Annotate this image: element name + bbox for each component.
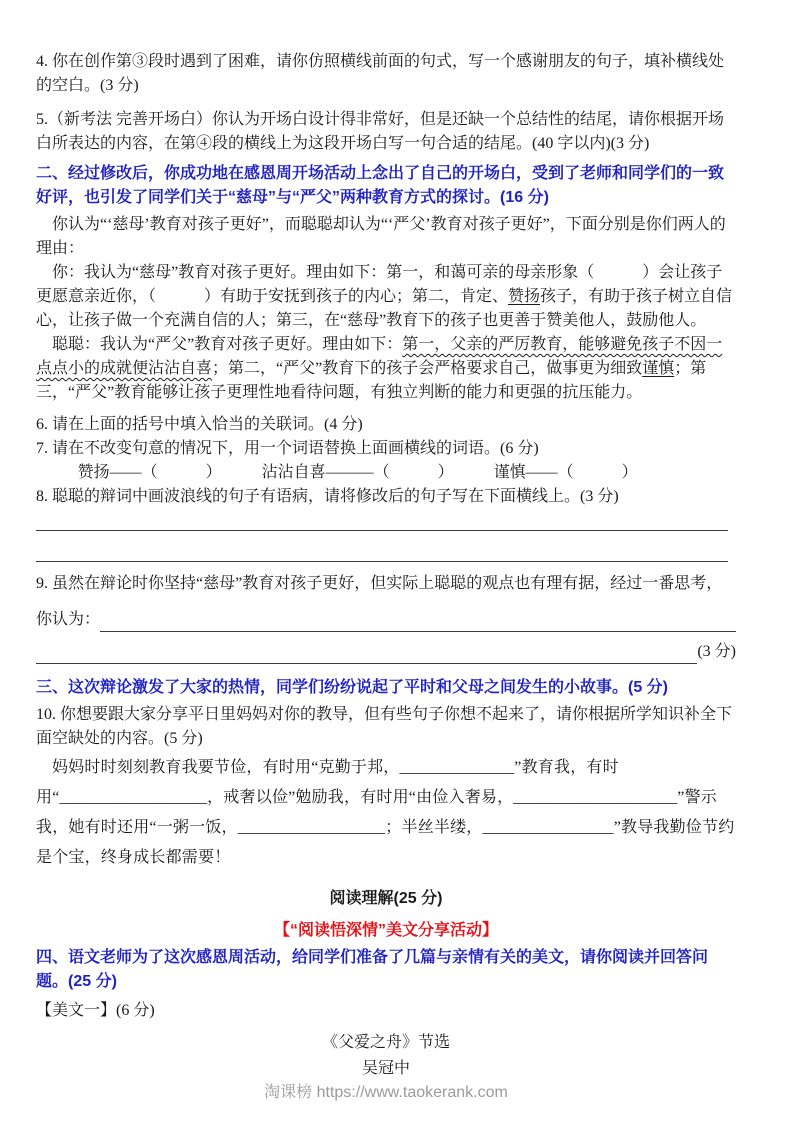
q9-score-row	[36, 640, 736, 664]
section-4-heading: 四、语文老师为了这次感恩周活动，给同学们准备了几篇与亲情有关的美文，请你阅读并回答问题。(25 分)	[36, 949, 709, 990]
wavy-underlined-text: 第一，父亲的严厉教育，能够避免孩子不因一点点小的成就便沾沾自喜	[36, 336, 723, 377]
question-10: 10. 你想要跟大家分享平日里妈妈对你的教导，但有些句子你想不起来了，请你根据所学知识补全下面空缺处的内容。(5 分)	[36, 706, 733, 747]
section-2-heading: 二、经过修改后，你成功地在感恩周开场活动上念出了自己的开场白，受到了老师和同学们的一致好评，也引发了同学们关于“慈母”与“严父”两种教育方式的探讨。(16 分)	[36, 165, 725, 206]
q9-score: (3 分)	[697, 643, 736, 660]
watermark: 淘课榜 https://www.taokerank.com	[264, 1084, 508, 1101]
q9-fill-line-2	[36, 644, 697, 664]
your-argument	[36, 261, 736, 333]
activity-banner: 【“阅读悟深情”美文分享活动】	[273, 922, 498, 939]
question-9: 9. 虽然在辩论时你坚持“慈母”教育对孩子更好，但实际上聪聪的观点也有理有据，经过一番思考，	[36, 575, 723, 592]
essay-1-label: 【美文一】(6 分)	[36, 1002, 155, 1019]
underlined-word: 谨慎	[642, 360, 675, 377]
underlined-word: 赞扬	[508, 288, 541, 305]
section-3-heading: 三、这次辩论激发了大家的热情，同学们纷纷说起了平时和父母之间发生的小故事。(5 分)	[36, 679, 669, 696]
question-5: 5.（新考法 完善开场白）你认为开场白设计得非常好，但是还缺一个总结性的结尾，请你根据开场白所表达的内容，在第④段的横线上为这段开场白写一句合适的结尾。(40 字以内)(3 分)	[36, 111, 725, 152]
text-segment: 你：我认为“慈母”教育对孩子更好。理由如下：第一，和蔼可亲的母亲形象（ ）会让孩子更愿意亲近你，（ ）有助于安抚到孩子的内心；第二，肯定、	[36, 264, 723, 305]
debate-intro: 你认为“‘慈母’教育对孩子更好”，而聪聪却认为“‘严父’教育对孩子更好”，下面分别是你们两人的理由：	[36, 216, 726, 257]
answer-line	[36, 509, 728, 531]
answer-line	[36, 531, 728, 562]
question-4: 4. 你在创作第③段时遇到了困难，请你仿照横线前面的句式，写一个感谢朋友的句子，填补横线处的空白。(3 分)	[36, 53, 725, 94]
q9-label: 你认为：	[36, 611, 101, 628]
question-8: 8. 聪聪的辩词中画波浪线的句子有语病，请将修改后的句子写在下面横线上。(3 分)	[36, 488, 619, 505]
text-segment: ；第二，“严父”教育下的孩子会严格要求自己，做事更为细致	[212, 360, 643, 377]
question-6: 6. 请在上面的括号中填入恰当的关联词。(4 分)	[36, 416, 363, 433]
text-segment: ；第三，“严父”教育能够让孩子更理性地看待问题，有独立判断的能力和更强的抗压能力。	[36, 360, 707, 401]
text-segment: 孩子，有助于孩子树立自信心，让孩子做一个充满自信的人；第三，在“慈母”教育下的孩子也更善于赞美他人，鼓励他人。	[36, 288, 733, 329]
essay-author: 吴冠中	[361, 1060, 410, 1077]
q9-fill-line	[100, 612, 736, 632]
q9-answer-row	[36, 608, 736, 632]
mom-teaching-paragraph: 妈妈时时刻刻教育我要节俭，有时用“克勤于邦，______________”教育我，有时用“__________________，戒奢以俭”勉励我，有时用“由俭入奢易，____________________”警示我，她有时还用“一粥一饭，__________________；半丝半缕，________________”教导我勤俭节约是个宝，终身成长都需要！	[36, 759, 735, 866]
text-segment: 聪聪：我认为“严父”教育对孩子更好。理由如下：	[52, 336, 403, 353]
essay-title: 《父爱之舟》节选	[321, 1034, 450, 1051]
congcong-argument	[36, 333, 736, 405]
word-replacement-row: 赞扬——（ ） 沾沾自喜———（ ） 谨慎——（ ）	[77, 464, 638, 481]
question-7: 7. 请在不改变句意的情况下，用一个词语替换上面画横线的词语。(6 分)	[36, 440, 539, 457]
reading-section-title: 阅读理解(25 分)	[329, 890, 443, 907]
